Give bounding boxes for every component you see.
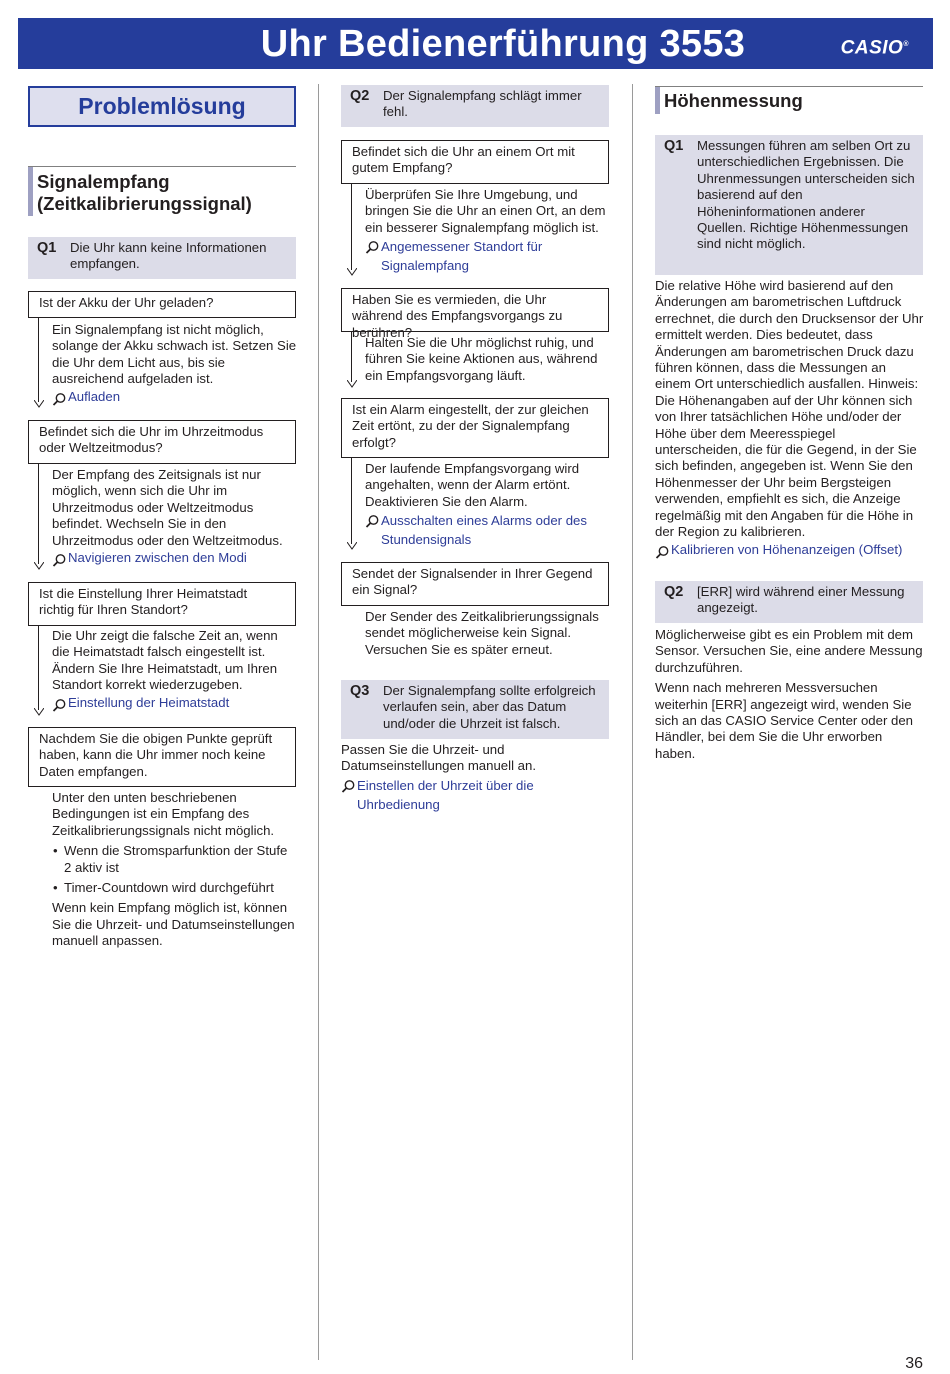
question-number: Q1 (664, 138, 684, 154)
link-text: Ausschalten eines Alarms oder des Stundensignals (381, 513, 587, 548)
document-title: Uhr Bedienerführung 3553 (260, 23, 746, 65)
answer (365, 335, 611, 384)
search-icon (655, 545, 670, 560)
link-alarm[interactable] (365, 511, 611, 549)
search-icon (52, 392, 67, 407)
question-text: Messungen führen am selben Ort zu unterschiedlichen Ergebnissen. Die Uhrenmessungen unterscheiden sich basierend auf den Höheninformationen anderer Quellen. Richtige Höhenmessungen sind nicht möglich. (697, 138, 915, 252)
question-q2 (341, 85, 609, 127)
check-text: Ist ein Alarm eingestellt, der zur gleichen Zeit ertönt, zu der der Signalempfang erfolgt? (352, 402, 589, 450)
check-text: Nachdem Sie die obigen Punkte geprüft haben, kann die Uhr immer noch keine Daten empfangen. (39, 731, 273, 779)
search-icon (52, 698, 67, 713)
link-text: Kalibrieren von Höhenanzeigen (Offset) (671, 541, 903, 557)
answer-text: Passen Sie die Uhrzeit- und Datumseinstellungen manuell an. (341, 742, 536, 774)
search-icon (365, 240, 380, 255)
answer (655, 627, 925, 762)
check-box (28, 420, 296, 464)
subsection-heading (28, 166, 296, 216)
question-number: Q2 (664, 584, 684, 600)
search-icon (52, 553, 67, 568)
answer-text: Ein Signalempfang ist nicht möglich, solange der Akku schwach ist. Setzen Sie die Uhr dem Licht aus, bis sie ausreichend aufgeladen ist. (52, 322, 297, 387)
answer-text: Der laufende Empfangsvorgang wird angehalten, wenn der Alarm ertönt. Deaktivieren Sie den Alarm. (365, 461, 580, 509)
bullet-item: • Timer-Countdown wird durchgeführt (52, 880, 298, 896)
check-box (28, 582, 296, 626)
question-q2 (655, 581, 923, 623)
brand-logo: CASIO® (840, 37, 909, 59)
answer-text: Möglicherweise gibt es ein Problem mit dem Sensor. Versuchen Sie, eine andere Messung durchzuführen. (655, 627, 923, 675)
answer-text: Unter den unten beschriebenen Bedingungen ist ein Empfang des Zeitkalibrierungssignals nicht möglich. (52, 790, 275, 838)
check-box (28, 291, 296, 318)
question-number: Q3 (350, 683, 370, 699)
check-box (341, 562, 609, 606)
question-number: Q1 (37, 240, 57, 256)
bullet-item: • Wenn die Stromsparfunktion der Stufe 2 aktiv ist (52, 843, 298, 876)
check-text: Ist die Einstellung Ihrer Heimatstadt richtig für Ihren Standort? (39, 586, 248, 618)
answer (365, 461, 611, 549)
link-text: Einstellung der Heimatstadt (68, 694, 230, 710)
link-aufladen[interactable] (52, 389, 298, 405)
question-text: [ERR] wird während einer Messung angezeigt. (697, 584, 905, 616)
answer-text: Die relative Höhe wird basierend auf den Änderungen am barometrischen Luftdruck errechnet, die durch den Drucksensor der Uhr ermittelt werden. Dies bedeutet, dass Änderungen am barometrischen Druck dazu führen können, dass die Messungen an einem Ort unterschiedlich ausfallen. Hinweis: Die Höhenangaben auf der Uhr können sich von Ihrer tatsächlichen Höhe und/oder der Höhe über dem Meeresspiegel unterscheiden, die für die Gegend, in der Sie sich befinden, angegeben ist. Wenn Sie den Höhenmesser der Uhr beim Bergsteigen verwenden, empfiehlt es sich, die Anzeige regelmäßig mit den Angaben für die Höhe in der Region zu kalibrieren. (655, 278, 924, 540)
link-standort[interactable] (365, 237, 611, 275)
question-text: Der Signalempfang schlägt immer fehl. (383, 88, 582, 120)
subsection-heading-text: Höhenmessung (664, 90, 803, 111)
flow-arrow (34, 626, 44, 716)
page-number: 36 (905, 1355, 923, 1372)
link-heimatstadt[interactable] (52, 695, 298, 711)
check-text: Haben Sie es vermieden, die Uhr während des Empfangsvorgangs zu berühren? (352, 292, 563, 340)
column-divider (632, 84, 633, 1360)
answer-text: Wenn nach mehreren Messversuchen weiterhin [ERR] angezeigt wird, wenden Sie sich an das CASIO Service Center oder den Händler, bei dem Sie die Uhr erworben haben. (655, 680, 914, 761)
question-q3 (341, 680, 609, 739)
check-text: Sendet der Signalsender in Ihrer Gegend ein Signal? (352, 566, 593, 598)
answer-text: Der Empfang des Zeitsignals ist nur möglich, wenn sich die Uhr im Uhrzeitmodus oder Weltzeitmodus befindet. Wechseln Sie in den Uhrzeitmodus oder den Weltzeitmodus. (52, 467, 283, 548)
answer-text: Wenn kein Empfang möglich ist, können Sie die Uhrzeit- und Datumseinstellungen manuell anpassen. (52, 900, 295, 949)
check-box (341, 398, 609, 458)
answer (365, 187, 611, 275)
flow-arrow (347, 332, 357, 388)
link-kalibrieren[interactable] (655, 542, 925, 558)
section-title: Problemlösung (28, 86, 296, 127)
answer (655, 278, 925, 558)
answer (52, 790, 298, 950)
answer-text: Halten Sie die Uhr möglichst ruhig, und führen Sie keine Aktionen aus, während ein Empfangsvorgang läuft. (365, 335, 598, 383)
page-header (18, 18, 933, 69)
link-text: Einstellen der Uhrzeit über die Uhrbedienung (357, 777, 534, 812)
search-icon (341, 779, 356, 794)
heading-bar (28, 167, 33, 216)
answer (52, 322, 298, 405)
link-uhrzeit[interactable] (341, 776, 609, 814)
answer (365, 609, 611, 658)
flow-arrow (34, 464, 44, 570)
check-box (341, 288, 609, 340)
flow-arrow (347, 458, 357, 550)
check-box (28, 727, 296, 787)
answer (52, 467, 298, 566)
question-q1 (655, 135, 923, 275)
answer-text: Der Sender des Zeitkalibrierungssignals sendet möglicherweise kein Signal. Versuchen Sie es später erneut. (365, 609, 599, 657)
link-text: Aufladen (68, 388, 121, 404)
flow-arrow (347, 184, 357, 276)
question-q1 (28, 237, 296, 279)
answer (52, 628, 298, 711)
heading-bar (655, 87, 660, 114)
column-divider (318, 84, 319, 1360)
subsection-heading (655, 86, 923, 114)
subsection-heading-text: Signalempfang (Zeitkalibrierungssignal) (37, 171, 252, 214)
check-text: Ist der Akku der Uhr geladen? (39, 295, 214, 310)
search-icon (365, 514, 380, 529)
check-text: Befindet sich die Uhr im Uhrzeitmodus oder Weltzeitmodus? (39, 424, 264, 456)
link-navigieren[interactable] (52, 550, 298, 566)
answer-text: Die Uhr zeigt die falsche Zeit an, wenn die Heimatstadt falsch eingestellt ist. Ändern Sie Ihre Heimatstadt, um Ihren Standort korrekt wiederzugeben. (52, 628, 278, 693)
check-text: Befindet sich die Uhr an einem Ort mit gutem Empfang? (352, 144, 575, 176)
question-text: Der Signalempfang sollte erfolgreich verlaufen sein, aber das Datum und/oder die Uhrzeit ist falsch. (383, 683, 596, 731)
answer (341, 742, 609, 814)
question-number: Q2 (350, 88, 370, 104)
check-box (341, 140, 609, 184)
link-text: Angemessener Standort für Signalempfang (381, 239, 543, 274)
link-text: Navigieren zwischen den Modi (68, 550, 247, 566)
answer-text: Überprüfen Sie Ihre Umgebung, und bringen Sie die Uhr an einen Ort, an dem ein besserer Signalempfang möglich ist. (365, 187, 606, 235)
question-text: Die Uhr kann keine Informationen empfangen. (70, 240, 267, 272)
flow-arrow (34, 318, 44, 408)
